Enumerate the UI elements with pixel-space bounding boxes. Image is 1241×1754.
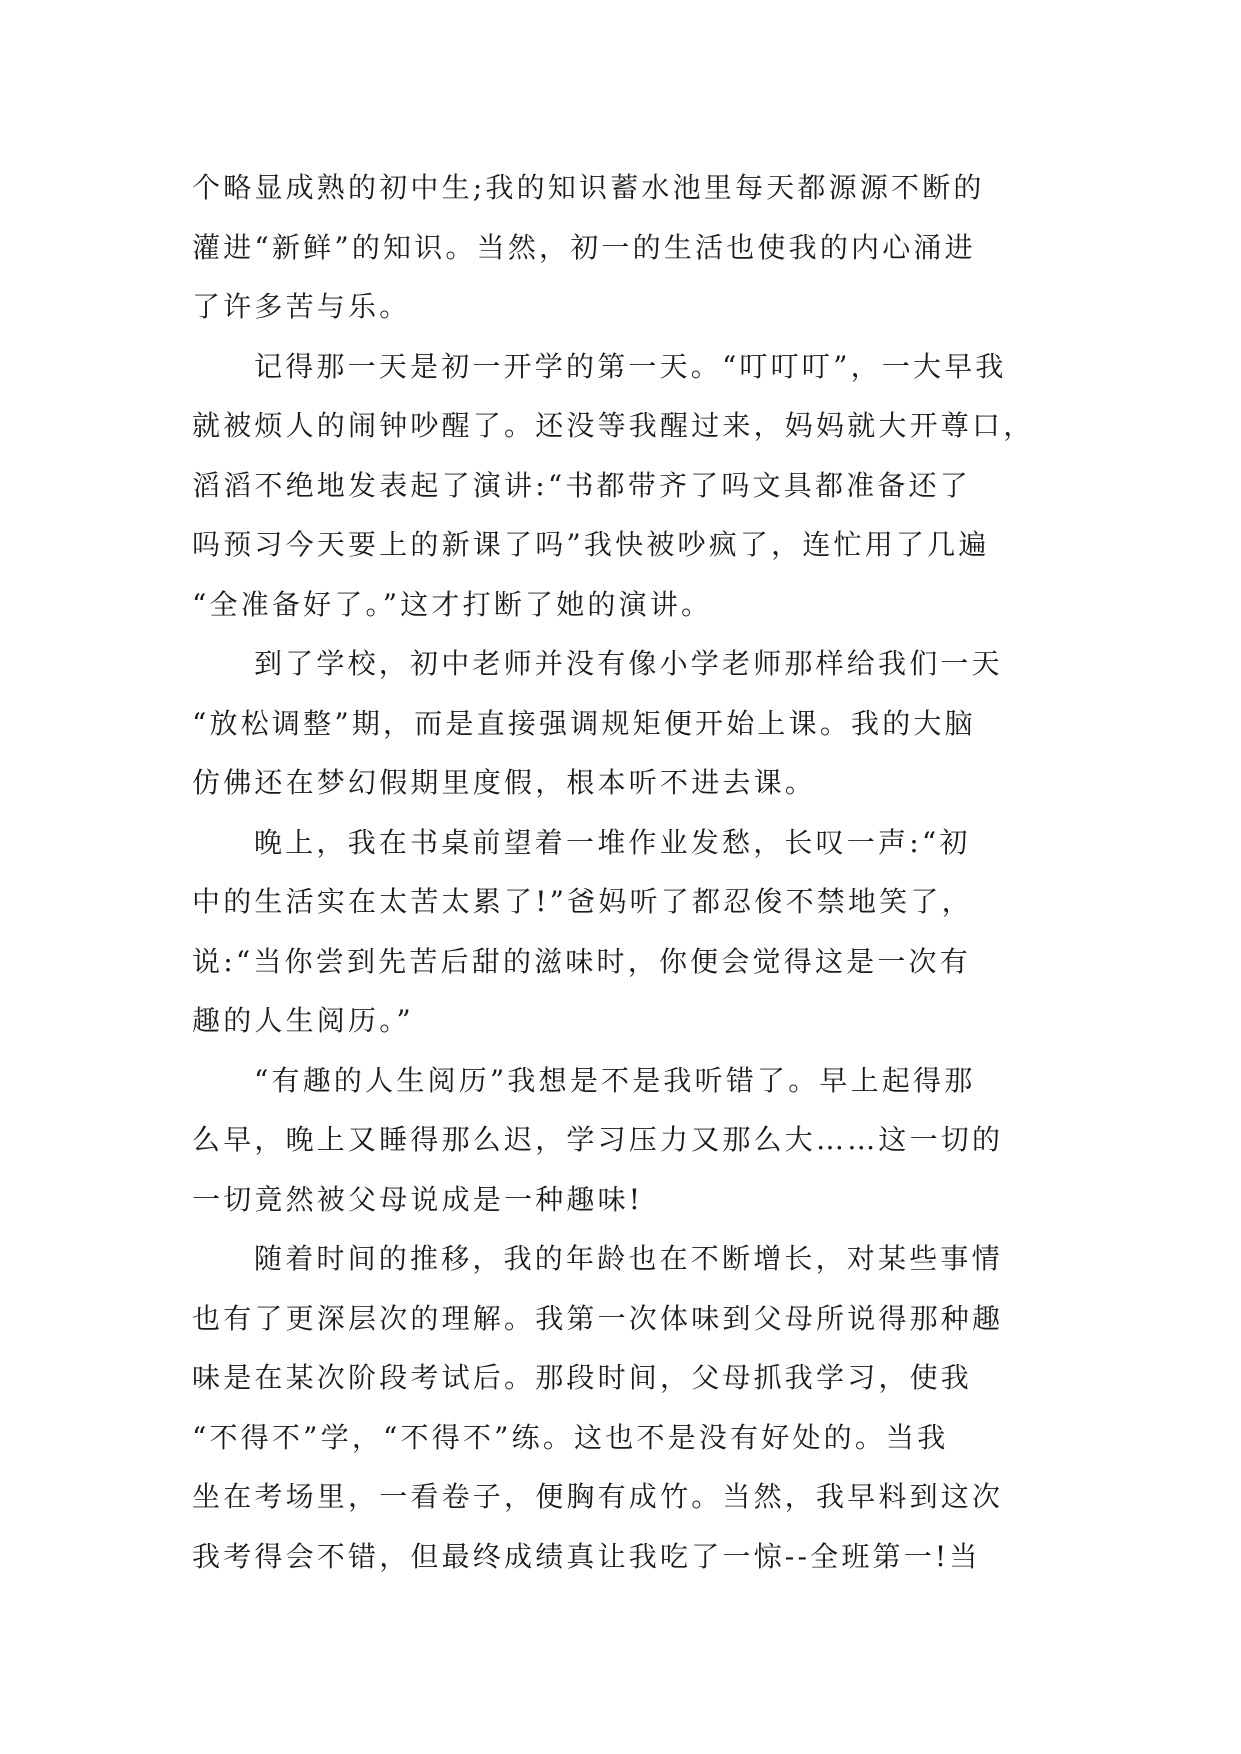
text-line: 仿佛还在梦幻假期里度假，根本听不进去课。 <box>192 766 817 799</box>
text-line: 灌进“新鲜”的知识。当然，初一的生活也使我的内心涌进 <box>192 230 976 264</box>
text-line: 个略显成熟的初中生;我的知识蓄水池里每天都源源不断的 <box>192 171 985 204</box>
text-line: “全准备好了。”这才打断了她的演讲。 <box>192 587 713 621</box>
text-line: 就被烦人的闹钟吵醒了。还没等我醒过来，妈妈就大开尊口， <box>192 409 1035 442</box>
text-line: “放松调整”期，而是直接强调规矩便开始上课。我的大脑 <box>192 706 976 740</box>
text-line: 味是在某次阶段考试后。那段时间，父母抓我学习，使我 <box>192 1361 973 1394</box>
text-line: 么早，晚上又睡得那么迟，学习压力又那么大……这一切的 <box>192 1123 1004 1156</box>
text-line: 了许多苦与乐。 <box>192 290 411 323</box>
text-line: 吗预习今天要上的新课了吗”我快被吵疯了，连忙用了几遍 <box>192 528 990 561</box>
text-line: 说:“当你尝到先苦后甜的滋味时，你便会觉得这是一次有 <box>192 944 971 978</box>
text-line: 趣的人生阅历。” <box>192 1004 414 1037</box>
paragraph-first-line: 晚上，我在书桌前望着一堆作业发愁，长叹一声:“初 <box>254 825 971 859</box>
text-line: 滔滔不绝地发表起了演讲:“书都带齐了吗文具都准备还了 <box>192 468 971 502</box>
text-line: 我考得会不错，但最终成绩真让我吃了一惊--全班第一!当 <box>192 1539 981 1573</box>
text-line: 坐在考场里，一看卷子，便胸有成竹。当然，我早料到这次 <box>192 1480 1004 1513</box>
text-line: 也有了更深层次的理解。我第一次体味到父母所说得那种趣 <box>192 1301 1004 1335</box>
text-line: 一切竟然被父母说成是一种趣味! <box>192 1182 644 1216</box>
paragraph-first-line: 随着时间的推移，我的年龄也在不断增长，对某些事情 <box>254 1242 1003 1275</box>
paragraph-first-line: “有趣的人生阅历”我想是不是我听错了。早上起得那 <box>254 1063 976 1097</box>
paragraph-first-line: 到了学校，初中老师并没有像小学老师那样给我们一天 <box>254 647 1003 680</box>
body-text <box>192 158 1052 1586</box>
text-line: 中的生活实在太苦太累了!”爸妈听了都忍俊不禁地笑了， <box>192 885 973 918</box>
text-line: “不得不”学，“不得不”练。这也不是没有好处的。当我 <box>192 1420 949 1454</box>
paragraph-first-line: 记得那一天是初一开学的第一天。“叮叮叮”，一大早我 <box>254 349 1007 383</box>
